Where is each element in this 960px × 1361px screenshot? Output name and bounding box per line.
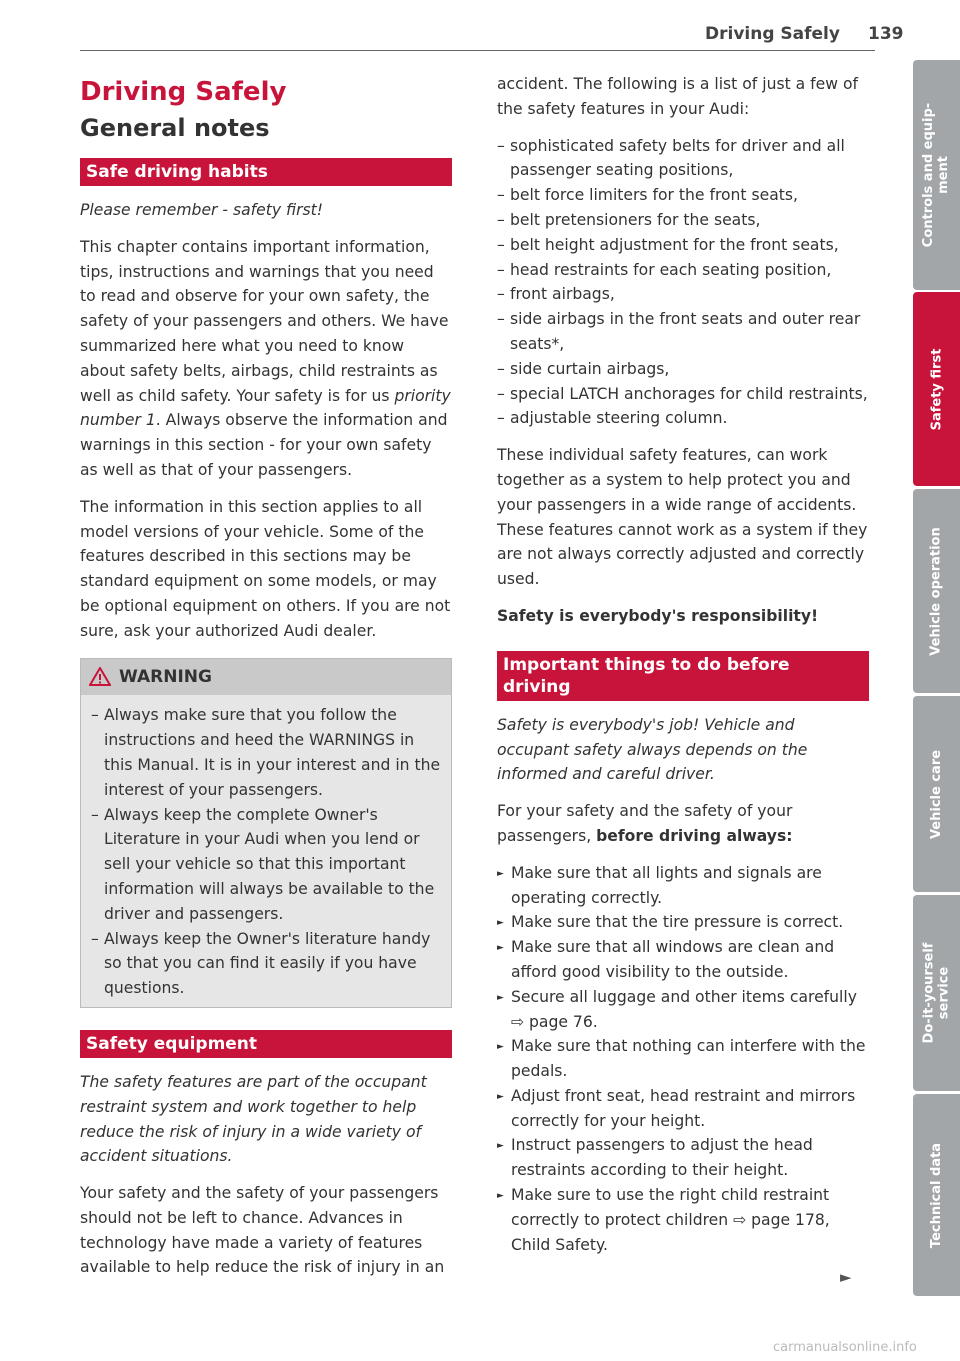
tab-label: Do-it-yourself service <box>921 942 952 1044</box>
running-header-title: Driving Safely <box>705 24 840 44</box>
warning-item: – Always keep the complete Owner's Literature in your Audi when you lend or sell your vehicle so that this important information will always be available to the driver and passengers. <box>91 803 441 927</box>
tab-label: Vehicle care <box>929 749 944 839</box>
list-item: ► Instruct passengers to adjust the head restraints according to their height. <box>497 1133 869 1183</box>
list-item: ► Make sure that all lights and signals are operating correctly. <box>497 861 869 911</box>
paragraph-important-info <box>80 235 452 483</box>
list-item: – belt force limiters for the front seats, <box>497 183 869 208</box>
before-driving-checklist <box>497 861 869 1258</box>
list-item: – sophisticated safety belts for driver and all passenger seating positions, <box>497 134 869 184</box>
warning-header <box>81 659 451 696</box>
list-item: – belt height adjustment for the front seats, <box>497 233 869 258</box>
para1-text-end: . Always observe the information and warnings in this section - for your own safety as well as that of your passengers. <box>80 411 448 479</box>
para5-text: For your safety and the safety of your passengers, <box>497 802 793 845</box>
safety-features-list <box>497 134 869 432</box>
paragraph-features-intro: accident. The following is a list of just a few of the safety features in your Audi: <box>497 75 858 118</box>
warning-box <box>80 658 452 1008</box>
left-column <box>80 72 452 1292</box>
warning-label: WARNING <box>119 666 212 687</box>
list-item: – front airbags, <box>497 282 869 307</box>
tab-vehicle-care[interactable] <box>913 696 960 892</box>
paragraph-before-driving <box>497 799 869 849</box>
list-item: ► Adjust front seat, head restraint and mirrors correctly for your height. <box>497 1084 869 1134</box>
para5-bold: before driving always: <box>596 826 793 845</box>
tab-vehicle-operation[interactable] <box>913 489 960 693</box>
list-item: ► Make sure that all windows are clean and afford good visibility to the outside. <box>497 935 869 985</box>
tab-controls-and-equipment[interactable] <box>913 60 960 290</box>
paragraph-model-versions: The information in this section applies to all model versions of your vehicle. Some of the features described in this sections may be standard equipment on some models, or may be optional equipment on others. If you are not sure, ask your authorized Audi dealer. <box>80 497 451 640</box>
warning-list <box>91 703 441 1001</box>
tab-label: Vehicle operation <box>929 526 945 656</box>
chapter-title: Driving Safely <box>80 77 287 107</box>
tab-do-it-yourself-service[interactable] <box>913 895 960 1091</box>
list-item: – adjustable steering column. <box>497 406 869 431</box>
warning-item: – Always keep the Owner's literature handy so that you can find it easily if you have questions. <box>91 927 441 1001</box>
tab-label: Safety first <box>929 348 945 430</box>
paragraph-safety-chance: Your safety and the safety of your passengers should not be left to chance. Advances in technology have made a variety of features available to help reduce the risk of injury in an <box>80 1184 445 1277</box>
watermark-text: carmanualsonline.info <box>773 1340 917 1355</box>
right-column <box>497 72 869 1269</box>
safety-equipment-heading: Safety equipment <box>80 1030 452 1058</box>
safe-habits-intro: Please remember - safety first! <box>80 201 324 219</box>
list-item: – head restraints for each seating position, <box>497 258 869 283</box>
safe-habits-heading: Safe driving habits <box>80 158 452 186</box>
responsibility-line: Safety is everybody's responsibility! <box>497 606 819 625</box>
tab-technical-data[interactable] <box>913 1094 960 1296</box>
safety-equipment-intro: The safety features are part of the occupant restraint system and work together to help reduce the risk of injury in a wide variety of accident situations. <box>80 1072 427 1166</box>
list-item: – belt pretensioners for the seats, <box>497 208 869 233</box>
paragraph-system: These individual safety features, can work together as a system to help protect you and your passengers in a wide range of accidents. These features cannot work as a system if they are not always correctly adjusted and correctly used. <box>497 446 868 589</box>
header-rule <box>80 50 875 51</box>
tab-label: Controls and equip- ment <box>921 102 952 248</box>
tab-safety-first[interactable] <box>913 292 960 486</box>
list-item: – side airbags in the front seats and outer rear seats*, <box>497 307 869 357</box>
list-item[interactable]: ► Secure all luggage and other items carefully ⇨ page 76. <box>497 985 869 1035</box>
tab-label: Technical data <box>929 1142 944 1248</box>
para1-text: This chapter contains important information, tips, instructions and warnings that you need to read and observe for your own safety, the safety of your passengers and others. We have summarized here what you need to know about safety belts, airbags, child restraints as well as child safety. Your safety is for us <box>80 237 449 405</box>
warning-triangle-icon <box>89 667 111 686</box>
page-number: 139 <box>868 24 904 44</box>
list-item: ► Make sure that nothing can interfere with the pedals. <box>497 1034 869 1084</box>
before-driving-heading: Important things to do before driving <box>497 651 869 701</box>
continue-arrow-icon: ► <box>840 1268 852 1286</box>
list-item[interactable]: ► Make sure to use the right child restraint correctly to protect children ⇨ page 178, Child Safety. <box>497 1183 869 1257</box>
list-item: ► Make sure that the tire pressure is correct. <box>497 910 869 935</box>
list-item: – special LATCH anchorages for child restraints, <box>497 382 869 407</box>
before-driving-intro: Safety is everybody's job! Vehicle and occupant safety always depends on the informed and careful driver. <box>497 715 808 784</box>
section-title: General notes <box>80 114 270 142</box>
warning-item: – Always make sure that you follow the instructions and heed the WARNINGS in this Manual. It is in your interest and in the interest of your passengers. <box>91 703 441 802</box>
list-item: – side curtain airbags, <box>497 357 869 382</box>
para1-italic: priority number 1 <box>80 386 451 430</box>
